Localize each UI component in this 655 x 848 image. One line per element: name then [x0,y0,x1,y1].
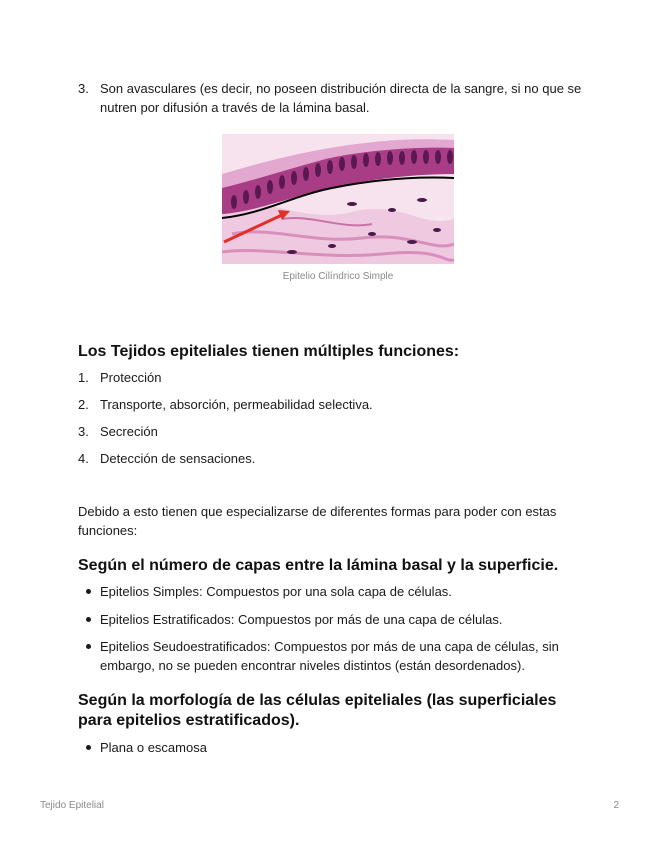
list-number: 3. [78,424,89,439]
figure-caption: Epitelio Cilíndrico Simple [282,271,394,282]
list-text: Protección [100,370,162,385]
list-number: 1. [78,370,89,385]
bullet-dot [86,589,91,594]
section-heading-layers: Según el número de capas entre la lámina basal y la superficie. [78,557,559,574]
list-number: 4. [78,451,89,466]
body-paragraph: Debido a esto tienen que especializarse de diferentes formas para poder con estas funciones: [78,504,557,538]
bullet-text: Epitelios Estratificados: Compuestos por más de una capa de células. [100,612,503,627]
bullet-dot [86,745,91,750]
list-text: Transporte, absorción, permeabilidad selectiva. [100,397,373,412]
list-number: 2. [78,397,89,412]
bullet-dot [86,617,91,622]
list-text: Son avasculares (es decir, no poseen distribución directa de la sangre, si no que se nutren por difusión a través de la lámina basal. [100,81,582,115]
bullet-text: Plana o escamosa [100,740,207,755]
bullet-text: Epitelios Seudoestratificados: Compuestos por más de una capa de células, sin embargo, no se pueden encontrar niveles distintos (están desordenados). [100,639,559,673]
bullet-dot [86,644,91,649]
list-text: Detección de sensaciones. [100,451,256,466]
histology-image [222,134,454,264]
section-heading-functions: Los Tejidos epiteliales tienen múltiples funciones: [78,343,460,360]
section-heading-morphology: Según la morfología de las células epiteliales (las superficiales para epitelios estratificados). [78,692,557,729]
bullet-text: Epitelios Simples: Compuestos por una sola capa de células. [100,584,452,599]
list-number: 3. [78,81,89,96]
footer-title: Tejido Epitelial [40,800,104,811]
page-number: 2 [613,800,619,811]
list-text: Secreción [100,424,158,439]
